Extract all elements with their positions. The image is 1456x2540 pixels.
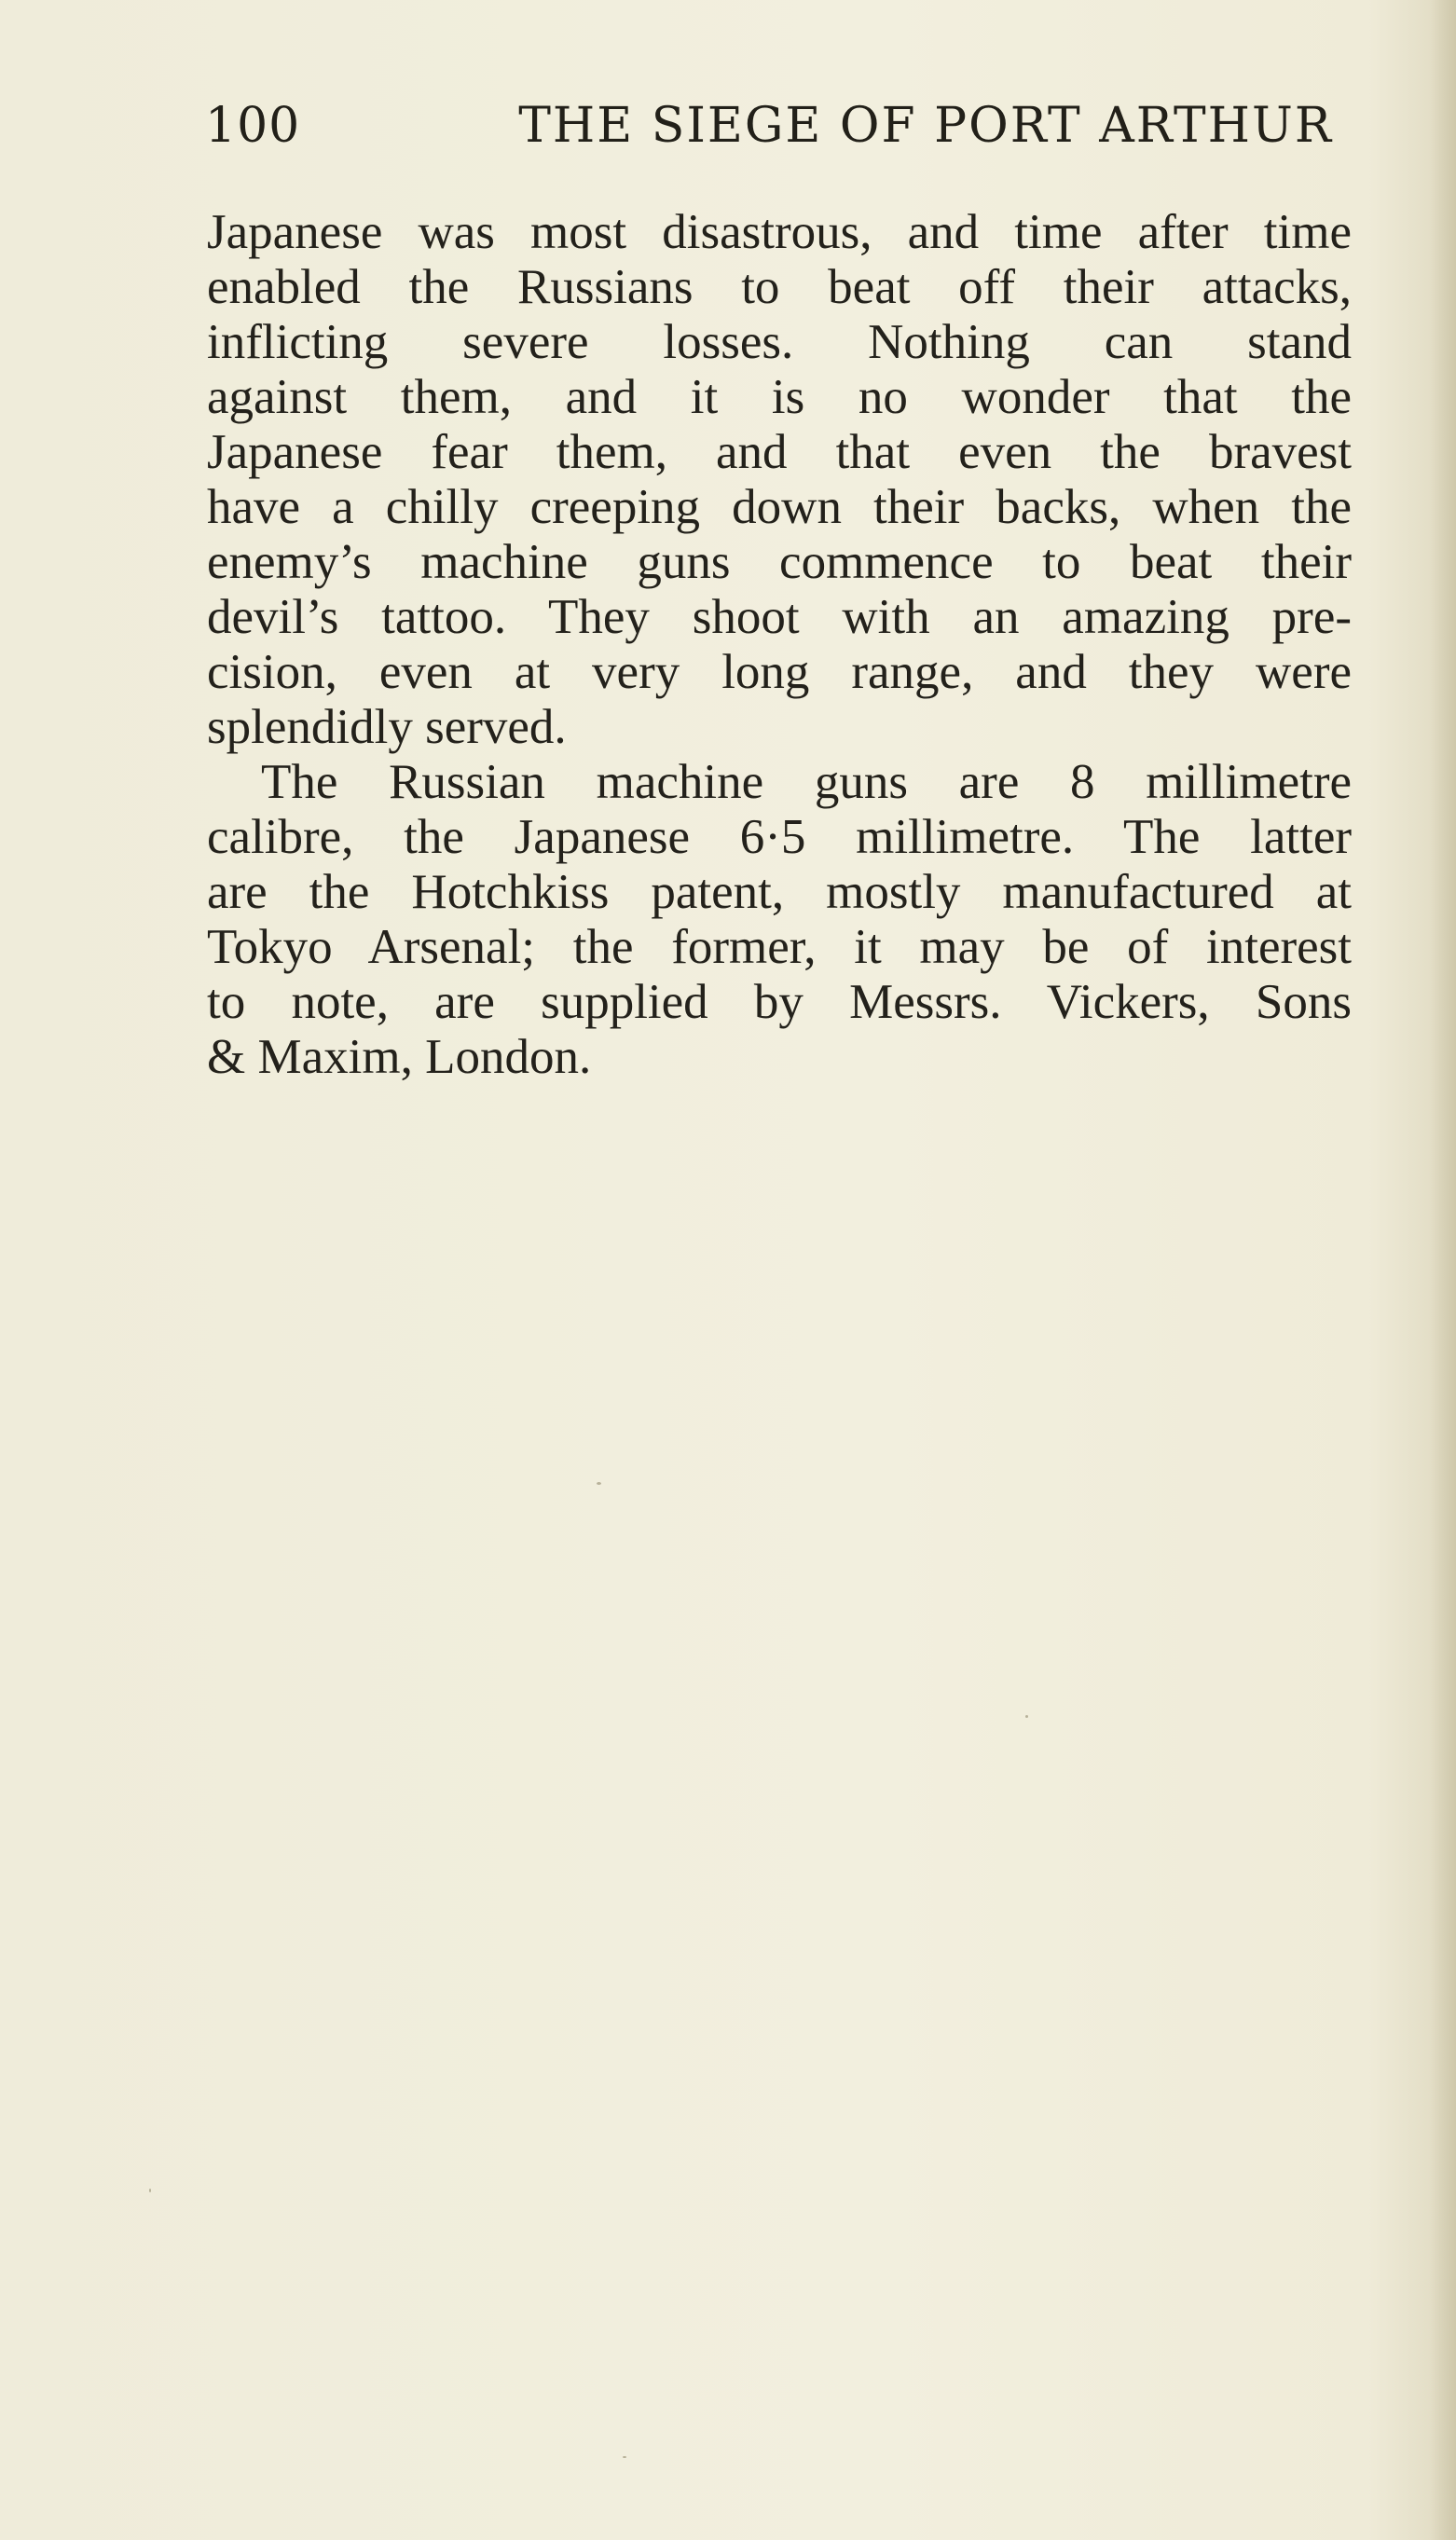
page-edge-shadow	[1430, 0, 1456, 2540]
paper-speck	[1025, 1715, 1028, 1718]
text-line: calibre, the Japanese 6·5 millimetre. The latter	[207, 810, 1352, 864]
text-line: The Russian machine guns are 8 millimetre	[261, 755, 1352, 809]
page-number: 100	[205, 98, 301, 154]
text-line: Japanese was most disastrous, and time after time	[207, 205, 1352, 259]
paper-speck	[149, 2189, 151, 2192]
text-line: devil’s tattoo. They shoot with an amazing pre-	[207, 590, 1352, 644]
running-head: THE SIEGE OF PORT ARTHUR	[518, 98, 1333, 154]
text-line: are the Hotchkiss patent, mostly manufactured at	[207, 865, 1352, 919]
text-line: & Maxim, London.	[207, 1030, 592, 1084]
paper-speck	[623, 2456, 626, 2458]
text-line: against them, and it is no wonder that the	[207, 370, 1352, 424]
text-line: cision, even at very long range, and they were	[207, 645, 1352, 699]
text-line: splendidly served.	[207, 700, 567, 754]
page-header	[205, 93, 1333, 158]
text-line: enemy’s machine guns commence to beat their	[207, 535, 1352, 589]
text-line: Tokyo Arsenal; the former, it may be of interest	[207, 920, 1352, 974]
text-line: have a chilly creeping down their backs, when the	[207, 480, 1352, 534]
text-line: Japanese fear them, and that even the bravest	[207, 425, 1352, 479]
text-line: inflicting severe losses. Nothing can stand	[207, 315, 1352, 369]
body-text	[207, 205, 1352, 1085]
paper-speck	[597, 1482, 601, 1485]
text-line: to note, are supplied by Messrs. Vickers, Sons	[207, 975, 1352, 1029]
text-line: enabled the Russians to beat off their attacks,	[207, 260, 1352, 314]
